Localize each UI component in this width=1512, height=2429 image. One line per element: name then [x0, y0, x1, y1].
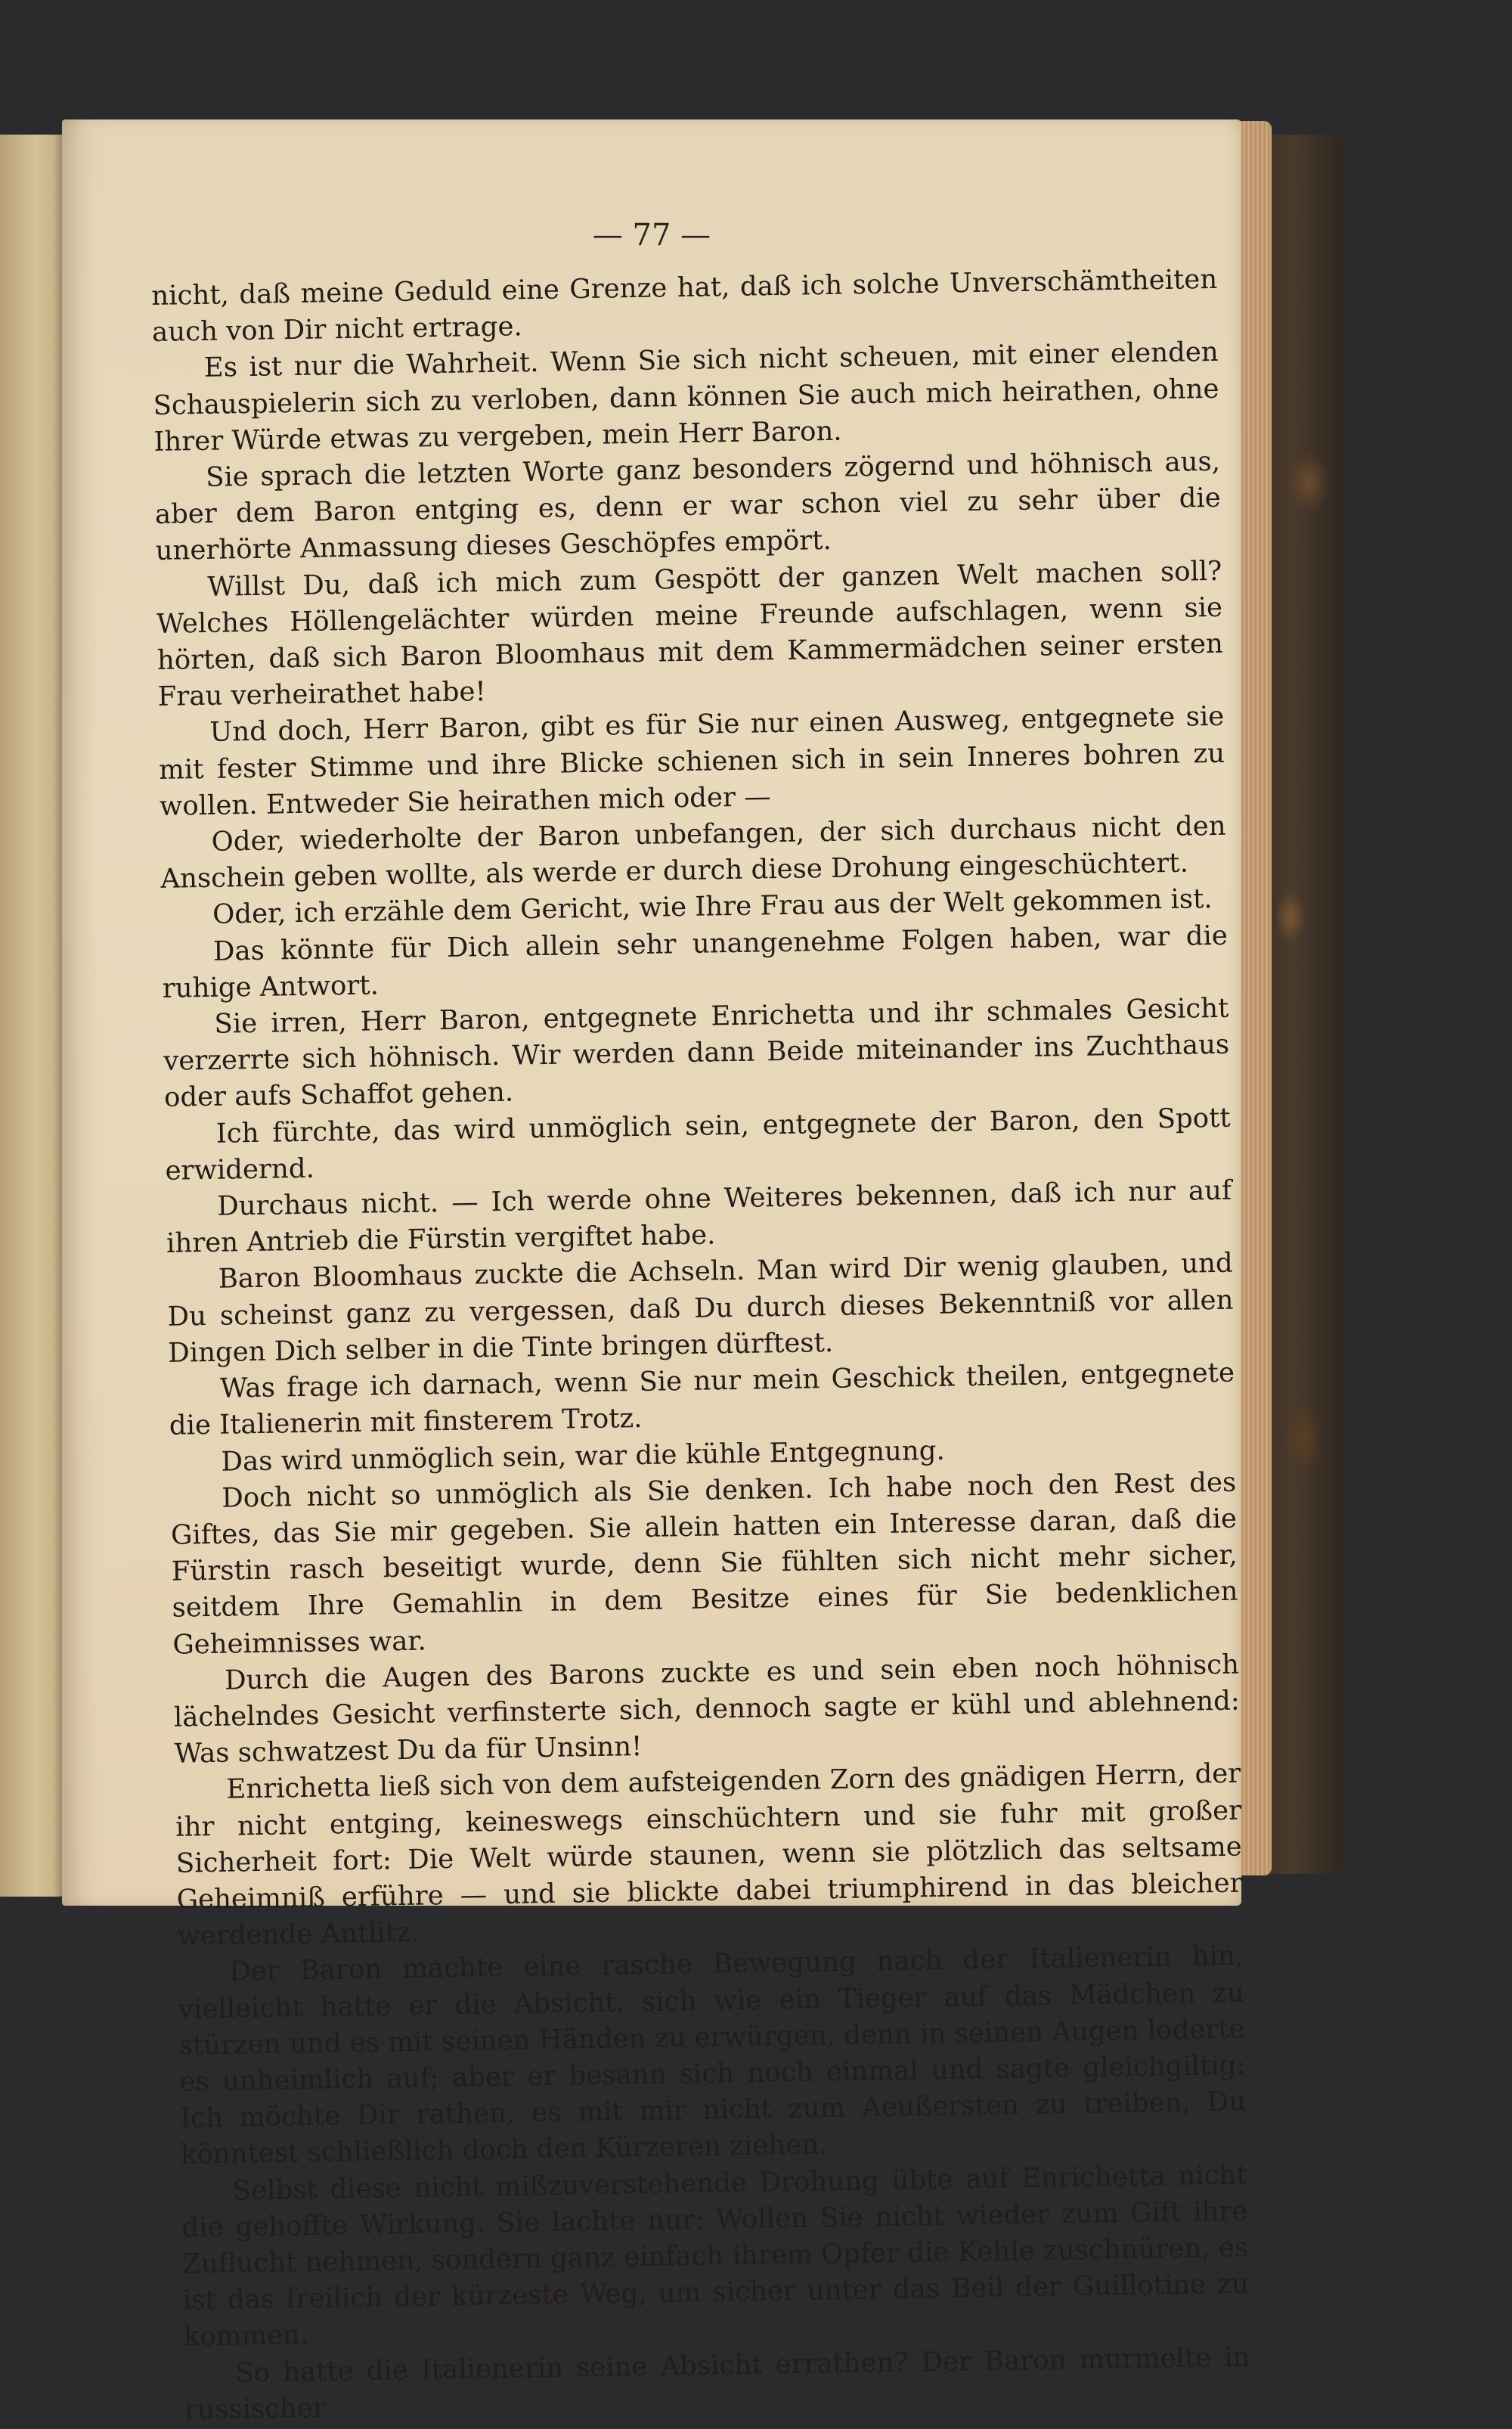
paragraph: Doch nicht so unmöglich als Sie denken. Ich habe noch den Rest des Giftes, das Sie mir gegeben. Sie allein hatten ein Interesse daran, daß die Fürstin rasch beseitigt wurde, denn Sie fühlten sich nicht mehr sicher, seitdem Ihre Gemahlin in dem Besitze eines für Sie bedenklichen Geheimnisses war.	[170, 1466, 1238, 1661]
paragraph: Willst Du, daß ich mich zum Gespött der ganzen Welt machen soll? Welches Höllengelächter würden meine Freunde aufschlagen, wenn sie hörten, daß sich Baron Bloomhaus mit dem Kammermädchen seiner ersten Frau verheirathet habe!	[156, 555, 1224, 713]
page-number: — 77 —	[592, 218, 711, 253]
paragraph: Durch die Augen des Barons zuckte es und sein eben noch höhnisch lächelndes Gesicht verfinsterte sich, dennoch sagte er kühl und ablehnend: Was schwatzest Du da für Unsinn!	[173, 1649, 1241, 1770]
page-body-text	[151, 262, 1250, 2429]
paragraph: Baron Bloomhaus zuckte die Achseln. Man wird Dir wenig glauben, und Du scheinst ganz zu vergessen, daß Du durch dieses Bekenntniß vor allen Dingen Dich selber in die Tinte bringen dürftest.	[167, 1248, 1234, 1369]
paragraph: nicht, daß meine Geduld eine Grenze hat, daß ich solche Unverschämtheiten auch von Dir nicht ertrage.	[151, 263, 1218, 349]
paragraph: Ich fürchte, das wird unmöglich sein, entgegnete der Baron, den Spott erwidernd.	[165, 1102, 1231, 1187]
paragraph: Oder, wiederholte der Baron unbefangen, der sich durchaus nicht den Anschein geben wollte, als werde er durch diese Drohung eingeschüchtert.	[160, 810, 1226, 895]
paragraph: Selbst diese nicht mißzuverstehende Drohung übte auf Enrichetta nicht die gehoffte Wirkung. Sie lachte nur: Wollen Sie nicht wieder zum Gift ihre Zuflucht nehmen, sondern ganz einfach ihrem Opfer die Kehle zuschnüren, es ist das freilich der kürzeste Weg, um sicher unter das Beil der Guillotine zu kommen.	[181, 2159, 1250, 2353]
paragraph: Das wird unmöglich sein, war die kühle Entgegnung.	[221, 1435, 946, 1478]
paragraph: Das könnte für Dich allein sehr unangenehme Folgen haben, war die ruhige Antwort.	[162, 920, 1228, 1004]
paragraph: So hatte die Italienerin seine Absicht errathen? Der Baron murmelte in russischer	[184, 2341, 1250, 2426]
paragraph: Enrichetta ließ sich von dem aufsteigenden Zorn des gnädigen Herrn, der ihr nicht entging, keineswegs einschüchtern und sie fuhr mit großer Sicherheit fort: Die Welt würde staunen, wenn sie plötzlich das seltsame Geheimniß erführe — und sie blickte dabei triumphirend in das bleicher werdende Antlitz.	[175, 1757, 1243, 1952]
paragraph: Sie irren, Herr Baron, entgegnete Enrichetta und ihr schmales Gesicht verzerrte sich höhnisch. Wir werden dann Beide miteinander ins Zuchthaus oder aufs Schaffot gehen.	[163, 992, 1230, 1114]
paragraph: Was frage ich darnach, wenn Sie nur mein Geschick theilen, entgegnete die Italienerin mit finsterem Trotz.	[169, 1357, 1235, 1442]
paragraph: Es ist nur die Wahrheit. Wenn Sie sich nicht scheuen, mit einer elenden Schauspielerin sich zu verloben, dann können Sie auch mich heirathen, ohne Ihrer Würde etwas zu vergeben, mein Herr Baron.	[153, 337, 1219, 458]
paragraph: Sie sprach die letzten Worte ganz besonders zögernd und höhnisch aus, aber dem Baron entging es, denn er war schon viel zu sehr über die unerhörte Anmassung dieses Geschöpfes empört.	[154, 445, 1222, 567]
paragraph: Der Baron machte eine rasche Bewegung nach der Italienerin hin, vielleicht hatte er die Absicht, sich wie ein Tieger auf das Mädchen zu stürzen und es mit seinen Händen zu erwürgen, denn in seinen Augen loderte es unheimlich auf; aber er besann sich noch einmal und sagte gleichgiltig: Ich möchte Dir rathen, es mit mir nicht zum Aeußersten zu treiben, Du könntest schließlich doch den Kürzeren ziehen.	[178, 1940, 1247, 2171]
paragraph: Durchaus nicht. — Ich werde ohne Weiteres bekennen, daß ich nur auf ihren Antrieb die Fürstin vergiftet habe.	[166, 1174, 1232, 1260]
paragraph: Oder, ich erzähle dem Gericht, wie Ihre Frau aus der Welt gekommen ist.	[212, 883, 1213, 931]
book-page	[62, 119, 1250, 2426]
paragraph: Und doch, Herr Baron, gibt es für Sie nur einen Ausweg, entgegnete sie mit fester Stimme und ihre Blicke schienen sich in sein Inneres bohren zu wollen. Entweder Sie heirathen mich oder —	[158, 701, 1225, 822]
facing-page-edge	[0, 135, 67, 1897]
